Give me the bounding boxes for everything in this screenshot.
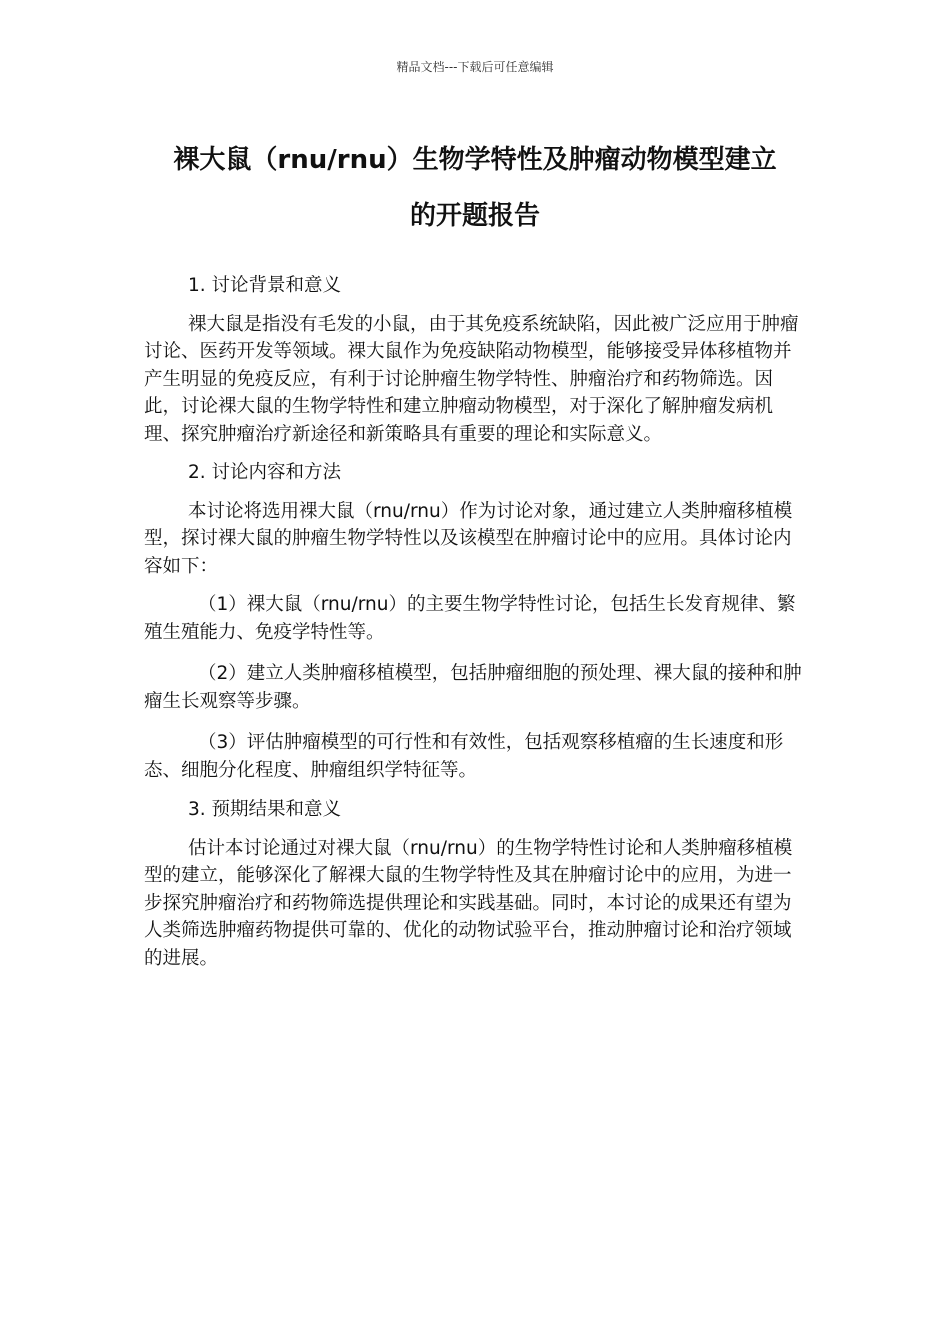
section-3-paragraph: 估计本讨论通过对裸大鼠（rnu/rnu）的生物学特性讨论和人类肿瘤移植模型的建立，能够深化了解裸大鼠的生物学特性及其在肿瘤讨论中的应用，为进一步探究肿瘤治疗和药物筛选提供理论和实践基础。同时，本讨论的成果还有望为人类筛选肿瘤药物提供可靠的、优化的动物试验平台，推动肿瘤讨论和治疗领域的进展。: [144, 837, 793, 969]
page-header-note: 精品文档---下载后可任意编辑: [396, 60, 554, 74]
section-2-paragraph: 本讨论将选用裸大鼠（rnu/rnu）作为讨论对象，通过建立人类肿瘤移植模型，探讨裸大鼠的肿瘤生物学特性以及该模型在肿瘤讨论中的应用。具体讨论内容如下：: [144, 500, 793, 577]
section-1-paragraph: 裸大鼠是指没有毛发的小鼠，由于其免疫系统缺陷，因此被广泛应用于肿瘤讨论、医药开发等领域。裸大鼠作为免疫缺陷动物模型，能够接受异体移植物并产生明显的免疫反应，有利于讨论肿瘤生物学特性、肿瘤治疗和药物筛选。因此，讨论裸大鼠的生物学特性和建立肿瘤动物模型，对于深化了解肿瘤发病机理、探究肿瘤治疗新途径和新策略具有重要的理论和实际意义。: [144, 313, 799, 445]
section-2-list-item: （3）评估肿瘤模型的可行性和有效性，包括观察移植瘤的生长速度和形态、细胞分化程度、肿瘤组织学特征等。: [144, 732, 784, 781]
section-3-heading: 3. 预期结果和意义: [188, 799, 342, 820]
section-2-list-item: （1）裸大鼠（rnu/rnu）的主要生物学特性讨论，包括生长发育规律、繁殖生殖能力、免疫学特性等。: [144, 594, 796, 643]
section-2-heading: 2. 讨论内容和方法: [188, 462, 342, 483]
section-1-heading: 1. 讨论背景和意义: [188, 275, 342, 296]
title-line-1: 裸大鼠（rnu/rnu）生物学特性及肿瘤动物模型建立: [173, 145, 777, 175]
title-line-2: 的开题报告: [409, 201, 540, 231]
document-body: [144, 272, 806, 983]
section-2-list-item: （2）建立人类肿瘤移植模型，包括肿瘤细胞的预处理、裸大鼠的接种和肿瘤生长观察等步骤。: [144, 663, 802, 712]
document-title: [150, 132, 800, 244]
